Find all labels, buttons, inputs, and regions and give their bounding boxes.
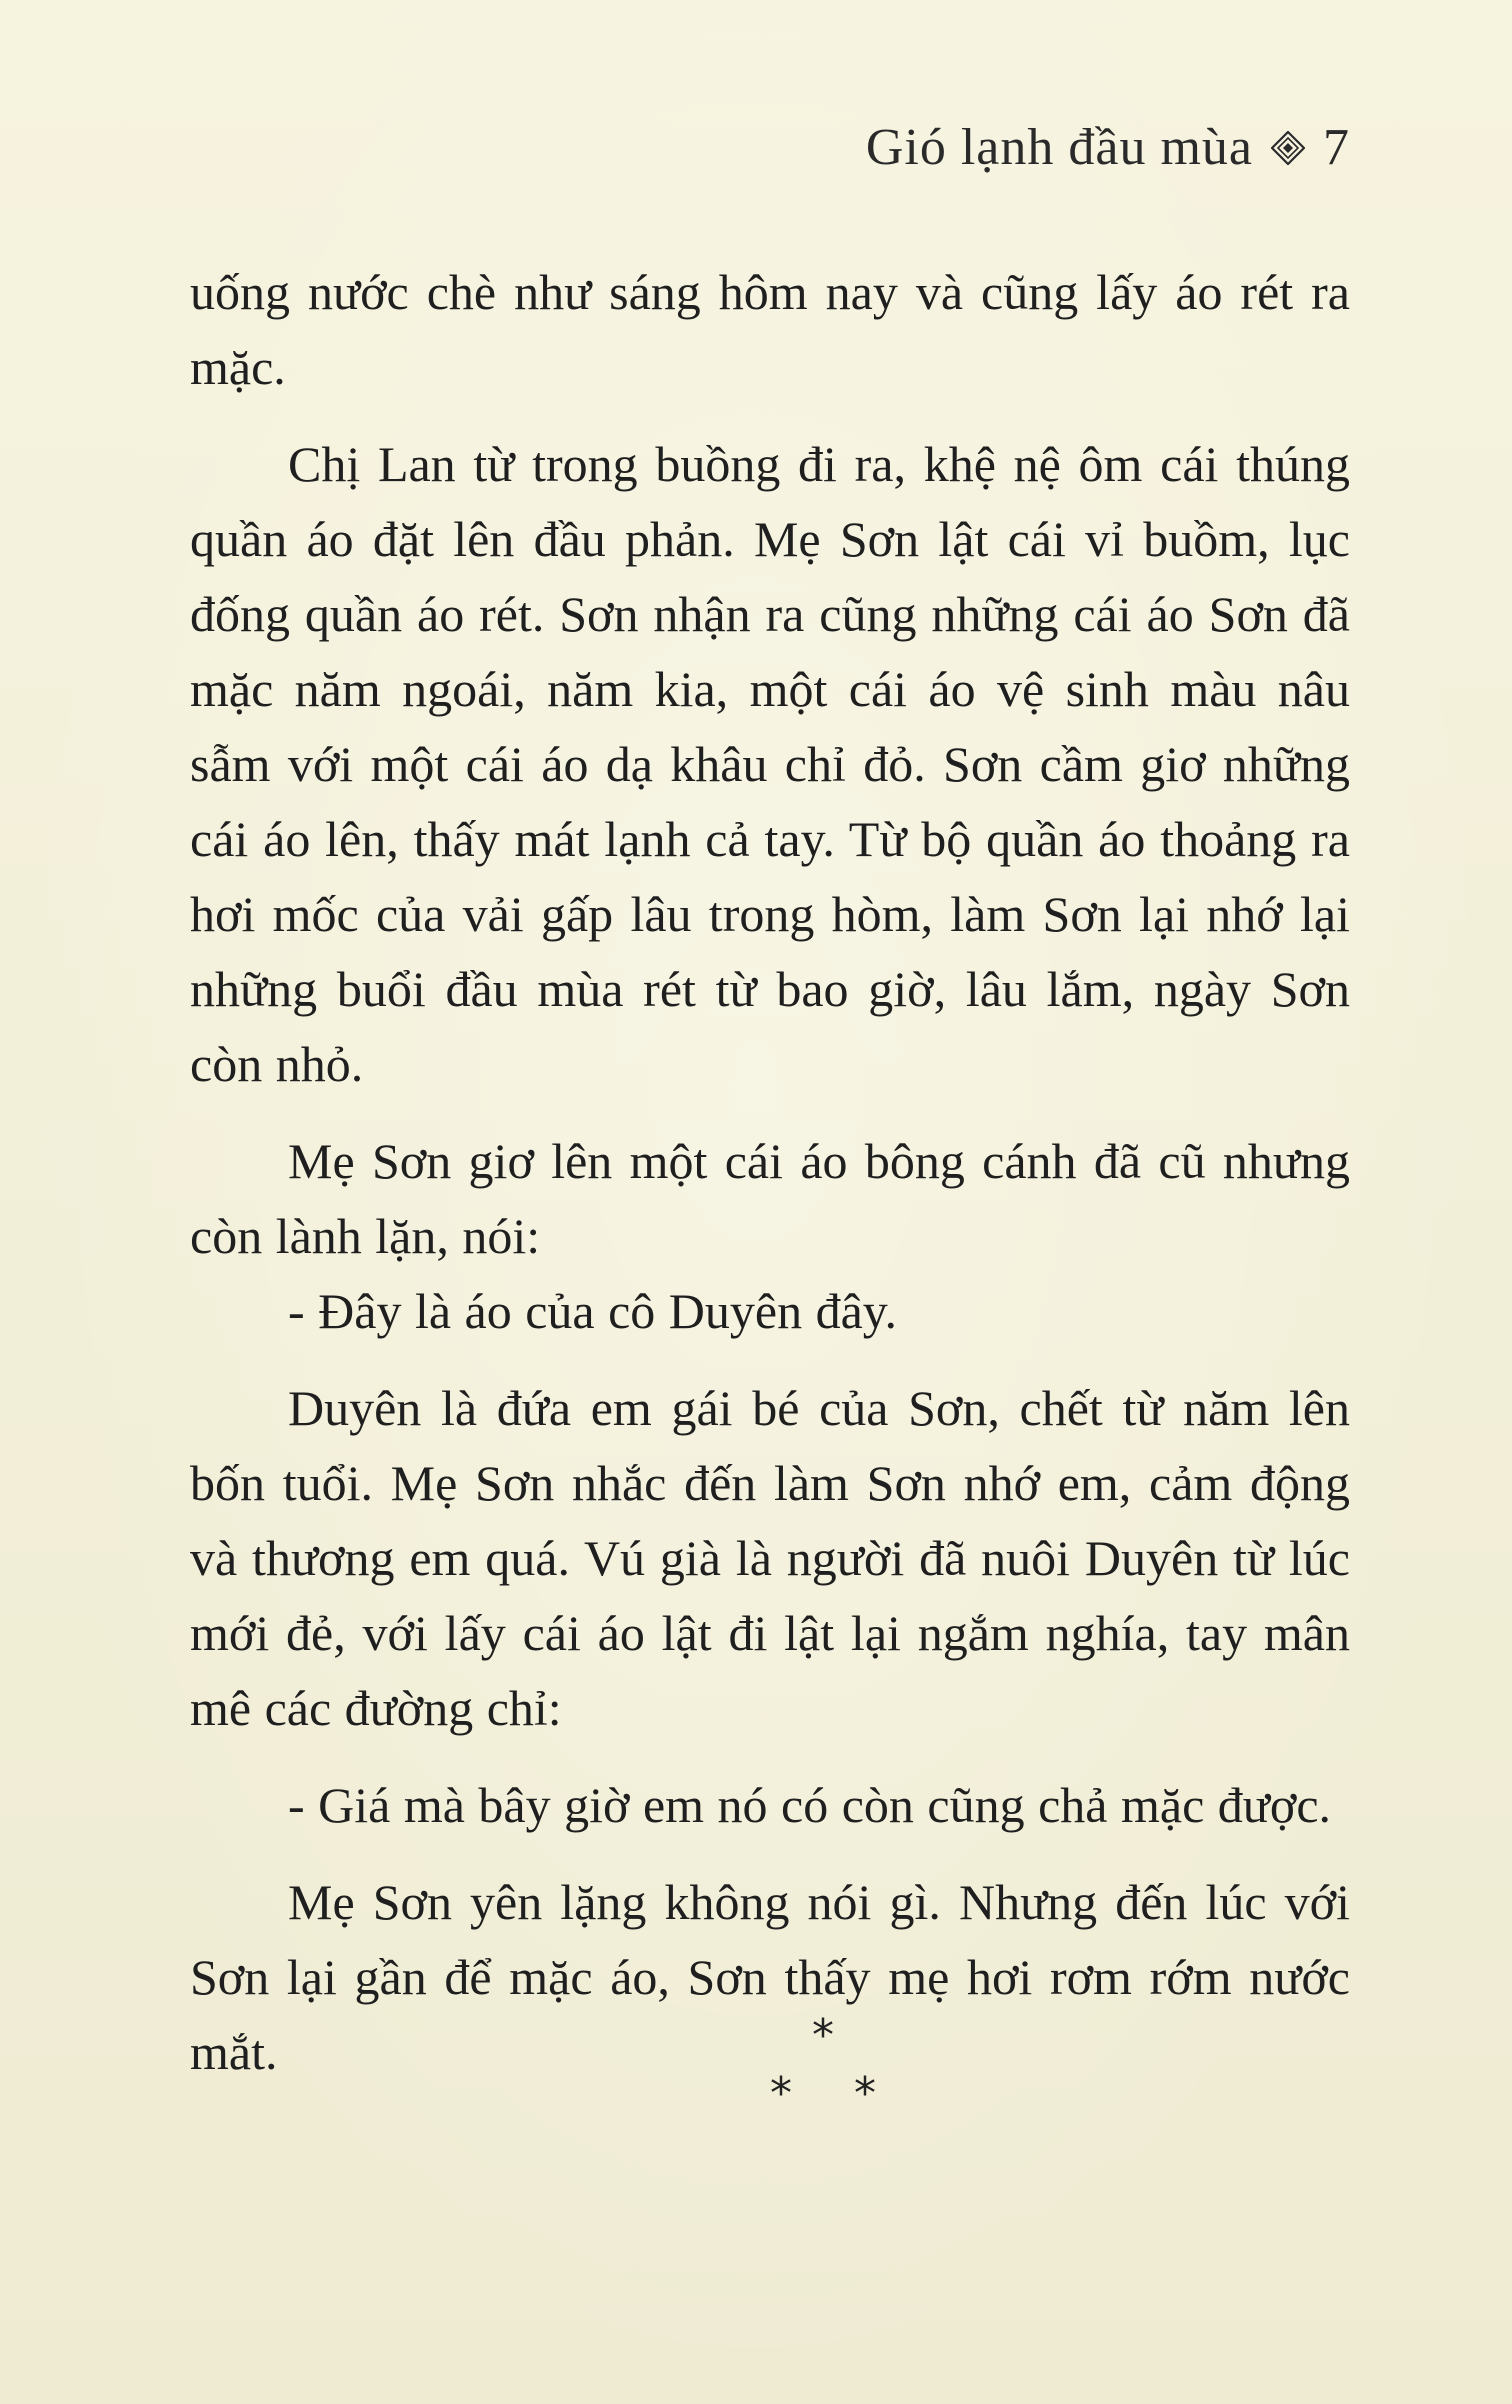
paragraph-continued: uống nước chè như sáng hôm nay và cũng lấy áo rét ra mặc. xyxy=(190,264,1350,395)
section-break-asterism xyxy=(0,2010,1512,2130)
body-text xyxy=(190,255,1350,2090)
page-number: 7 xyxy=(1323,119,1350,176)
asterisk-top: * xyxy=(812,2010,834,2061)
paragraph: Chị Lan từ trong buồng đi ra, khệ nệ ôm cái thúng quần áo đặt lên đầu phản. Mẹ Sơn lật cái vỉ buồm, lục đống quần áo rét. Sơn nhận ra cũng những cái áo Sơn đã mặc năm ngoái, năm kia, một cái áo vệ sinh màu nâu sẫm với một cái áo dạ khâu chỉ đỏ. Sơn cầm giơ những cái áo lên, thấy mát lạnh cả tay. Từ bộ quần áo thoảng ra hơi mốc của vải gấp lâu trong hòm, làm Sơn lại nhớ lại những buổi đầu mùa rét từ bao giờ, lâu lắm, ngày Sơn còn nhỏ. xyxy=(190,436,1350,1092)
asterisk-bottom-right: * xyxy=(854,2068,876,2119)
running-head xyxy=(866,118,1350,177)
paragraph: Mẹ Sơn giơ lên một cái áo bông cánh đã cũ nhưng còn lành lặn, nói: xyxy=(190,1133,1350,1264)
diamond-ornament-icon xyxy=(1271,131,1305,165)
paragraph: Mẹ Sơn yên lặng không nói gì. Nhưng đến lúc với Sơn lại gần để mặc áo, Sơn thấy mẹ hơi rơm rớm nước mắt. xyxy=(190,1874,1350,2080)
asterisk-bottom-left: * xyxy=(770,2068,792,2119)
dialogue-line: - Đây là áo của cô Duyên đây. xyxy=(288,1283,898,1339)
chapter-title: Gió lạnh đầu mùa xyxy=(865,119,1253,176)
dialogue-line: - Giá mà bây giờ em nó có còn cũng chả mặc được. xyxy=(288,1777,1332,1833)
paragraph: Duyên là đứa em gái bé của Sơn, chết từ năm lên bốn tuổi. Mẹ Sơn nhắc đến làm Sơn nhớ em, cảm động và thương em quá. Vú già là người đã nuôi Duyên từ lúc mới đẻ, với lấy cái áo lật đi lật lại ngắm nghía, tay mân mê các đường chỉ: xyxy=(190,1380,1350,1736)
